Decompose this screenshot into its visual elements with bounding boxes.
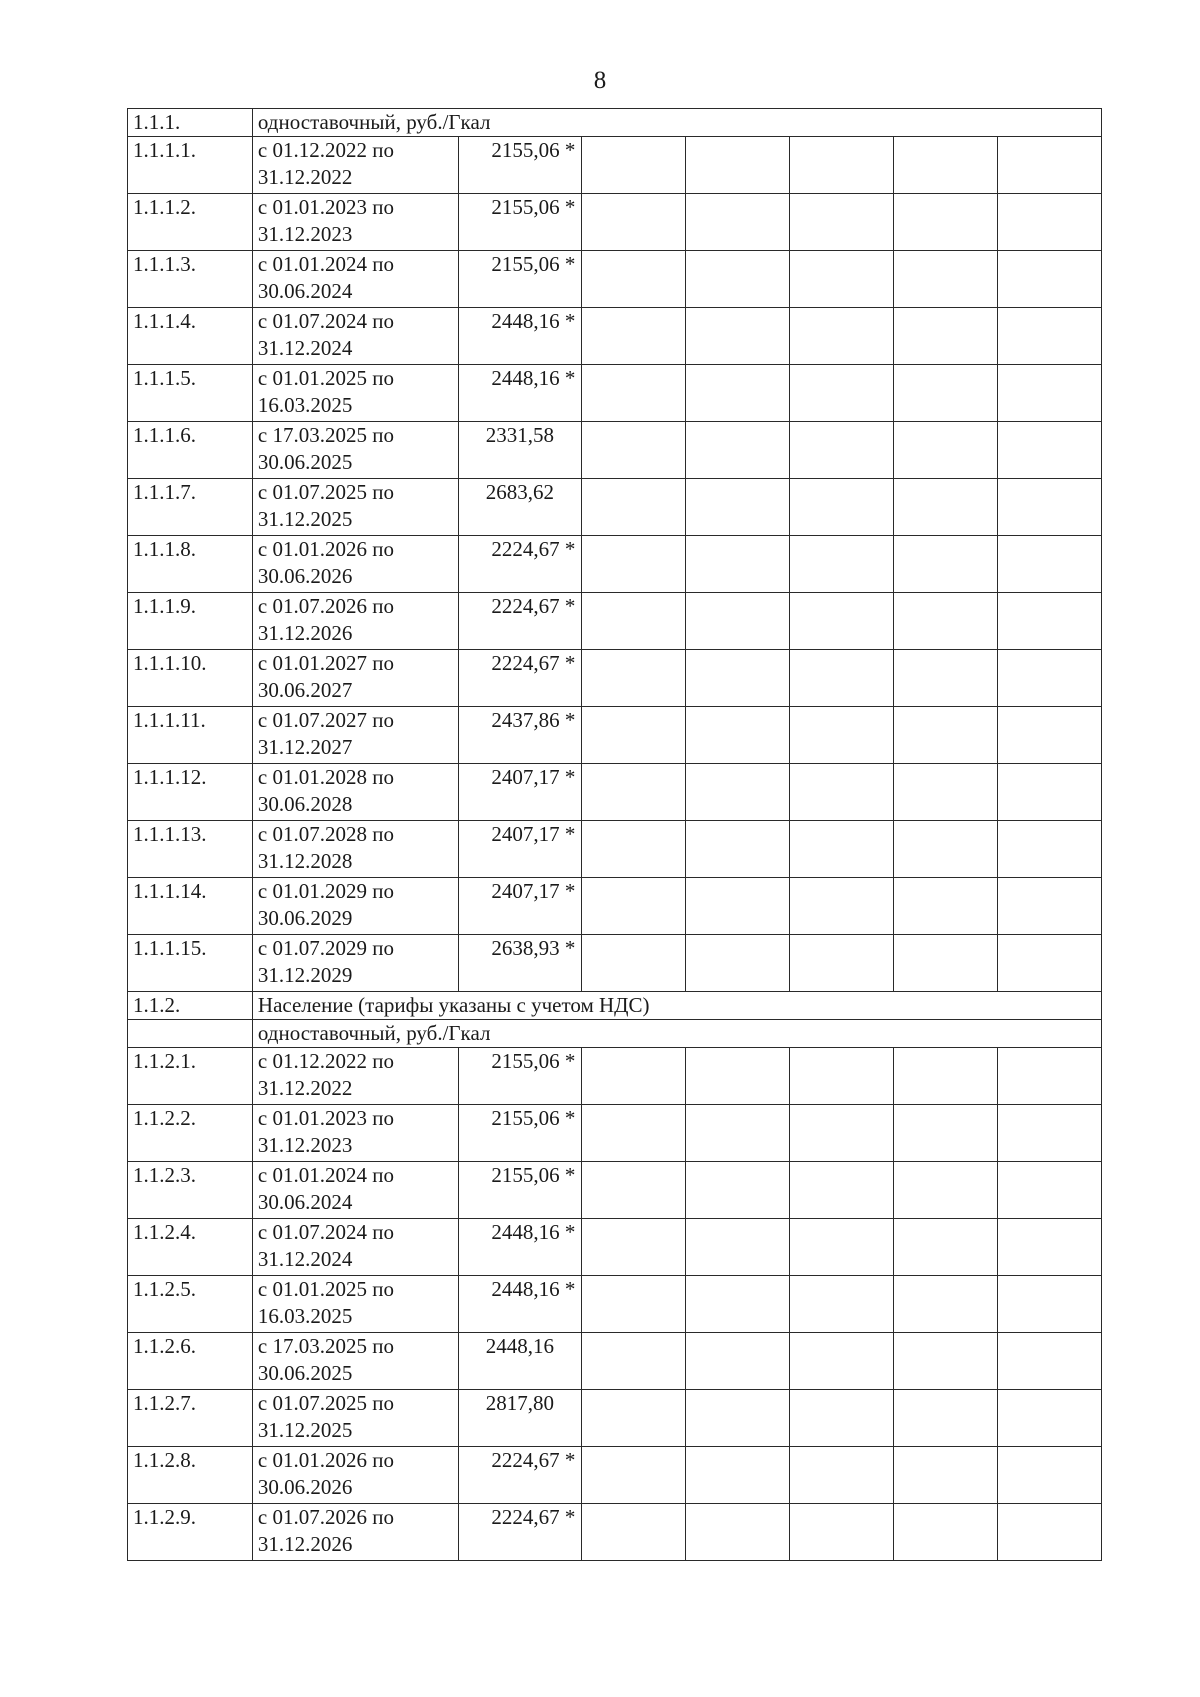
empty-cell xyxy=(894,365,998,422)
empty-cell xyxy=(894,1504,998,1561)
row-number: 1.1.2.7. xyxy=(128,1390,253,1447)
table-row xyxy=(128,707,1102,764)
row-number: 1.1.1.9. xyxy=(128,593,253,650)
period-end: 16.03.2025 xyxy=(257,1304,353,1328)
period-start: с 01.12.2022 по xyxy=(257,1049,394,1073)
table-row xyxy=(128,536,1102,593)
tariff-value: 2448,16 * xyxy=(458,1276,582,1333)
empty-cell xyxy=(997,1105,1101,1162)
row-number: 1.1.1.4. xyxy=(128,308,253,365)
empty-cell xyxy=(997,821,1101,878)
empty-cell xyxy=(790,1105,894,1162)
empty-cell xyxy=(997,479,1101,536)
period-start: с 01.01.2023 по xyxy=(257,1106,394,1130)
period-cell xyxy=(252,1105,458,1162)
empty-cell xyxy=(686,1048,790,1105)
empty-cell xyxy=(997,1447,1101,1504)
table-row xyxy=(128,1447,1102,1504)
empty-cell xyxy=(790,1390,894,1447)
period-end: 31.12.2025 xyxy=(257,507,353,531)
empty-cell xyxy=(894,1447,998,1504)
empty-cell xyxy=(582,1162,686,1219)
period-cell xyxy=(252,935,458,992)
empty-cell xyxy=(790,1276,894,1333)
table-row xyxy=(128,1219,1102,1276)
period-cell xyxy=(252,878,458,935)
period-start: с 01.07.2025 по xyxy=(257,1391,394,1415)
empty-cell xyxy=(997,1162,1101,1219)
table-row xyxy=(128,935,1102,992)
table-row xyxy=(128,1048,1102,1105)
empty-cell xyxy=(894,707,998,764)
row-number: 1.1.1.12. xyxy=(128,764,253,821)
row-number: 1.1.2.2. xyxy=(128,1105,253,1162)
empty-cell xyxy=(894,1048,998,1105)
period-cell xyxy=(252,1504,458,1561)
tariff-value: 2155,06 * xyxy=(458,251,582,308)
period-start: с 01.07.2027 по xyxy=(257,708,394,732)
period-cell xyxy=(252,422,458,479)
row-number: 1.1.1.8. xyxy=(128,536,253,593)
tariff-value: 2407,17 * xyxy=(458,821,582,878)
period-end: 30.06.2026 xyxy=(257,564,353,588)
period-start: с 01.12.2022 по xyxy=(257,138,394,162)
row-number: 1.1.1.13. xyxy=(128,821,253,878)
section-number: 1.1.2. xyxy=(128,992,253,1020)
tariff-value: 2638,93 * xyxy=(458,935,582,992)
period-cell xyxy=(252,536,458,593)
empty-cell xyxy=(582,251,686,308)
tariff-value: 2448,16 xyxy=(458,1333,582,1390)
empty-cell xyxy=(894,536,998,593)
empty-cell xyxy=(790,878,894,935)
period-end: 31.12.2023 xyxy=(257,1133,353,1157)
empty-cell xyxy=(894,593,998,650)
empty-cell xyxy=(894,1105,998,1162)
empty-cell xyxy=(582,707,686,764)
empty-cell xyxy=(582,308,686,365)
tariff-value: 2437,86 * xyxy=(458,707,582,764)
tariff-value: 2407,17 * xyxy=(458,764,582,821)
period-end: 30.06.2024 xyxy=(257,1190,353,1214)
period-start: с 01.01.2026 по xyxy=(257,1448,394,1472)
table-row xyxy=(128,650,1102,707)
page-number: 8 xyxy=(593,67,607,94)
empty-cell xyxy=(790,707,894,764)
tariff-value: 2155,06 * xyxy=(458,137,582,194)
period-end: 30.06.2029 xyxy=(257,906,353,930)
section-number: 1.1.1. xyxy=(128,109,253,137)
tariff-value: 2155,06 * xyxy=(458,1105,582,1162)
empty-cell xyxy=(582,1276,686,1333)
empty-cell xyxy=(686,422,790,479)
tariff-value: 2224,67 * xyxy=(458,1447,582,1504)
row-number: 1.1.1.7. xyxy=(128,479,253,536)
period-end: 30.06.2026 xyxy=(257,1475,353,1499)
table-row xyxy=(128,593,1102,650)
empty-cell xyxy=(686,764,790,821)
period-cell xyxy=(252,1276,458,1333)
section-header-row xyxy=(128,992,1102,1020)
period-end: 31.12.2023 xyxy=(257,222,353,246)
period-end: 31.12.2022 xyxy=(257,1076,353,1100)
empty-cell xyxy=(686,1276,790,1333)
empty-cell xyxy=(686,878,790,935)
period-end: 31.12.2026 xyxy=(257,621,353,645)
tariff-value: 2155,06 * xyxy=(458,1162,582,1219)
empty-cell xyxy=(790,137,894,194)
empty-cell xyxy=(894,650,998,707)
period-start: с 01.07.2024 по xyxy=(257,309,394,333)
tariff-value: 2331,58 xyxy=(458,422,582,479)
empty-cell xyxy=(997,365,1101,422)
empty-cell xyxy=(894,479,998,536)
empty-cell xyxy=(894,821,998,878)
empty-cell xyxy=(686,593,790,650)
tariff-value: 2224,67 * xyxy=(458,650,582,707)
empty-cell xyxy=(582,1048,686,1105)
empty-cell xyxy=(686,650,790,707)
empty-cell xyxy=(894,422,998,479)
empty-cell xyxy=(997,764,1101,821)
empty-cell xyxy=(997,593,1101,650)
table-row xyxy=(128,764,1102,821)
period-cell xyxy=(252,593,458,650)
empty-cell xyxy=(790,1447,894,1504)
period-end: 30.06.2025 xyxy=(257,450,353,474)
period-cell xyxy=(252,764,458,821)
tariff-table xyxy=(127,108,1102,1561)
row-number: 1.1.1.14. xyxy=(128,878,253,935)
empty-cell xyxy=(790,1219,894,1276)
section-header-row xyxy=(128,109,1102,137)
empty-cell xyxy=(582,479,686,536)
empty-cell xyxy=(582,1504,686,1561)
empty-cell xyxy=(582,1390,686,1447)
empty-cell xyxy=(997,935,1101,992)
period-start: с 01.07.2025 по xyxy=(257,480,394,504)
empty-cell xyxy=(790,1504,894,1561)
period-cell xyxy=(252,194,458,251)
period-cell xyxy=(252,1048,458,1105)
row-number: 1.1.2.6. xyxy=(128,1333,253,1390)
empty-cell xyxy=(790,1333,894,1390)
empty-cell xyxy=(686,1504,790,1561)
row-number: 1.1.2.1. xyxy=(128,1048,253,1105)
empty-cell xyxy=(997,536,1101,593)
period-end: 30.06.2028 xyxy=(257,792,353,816)
empty-cell xyxy=(790,764,894,821)
row-number: 1.1.1.10. xyxy=(128,650,253,707)
table-row xyxy=(128,1276,1102,1333)
tariff-value: 2155,06 * xyxy=(458,1048,582,1105)
period-start: с 01.01.2024 по xyxy=(257,1163,394,1187)
table-row xyxy=(128,137,1102,194)
row-number: 1.1.1.15. xyxy=(128,935,253,992)
period-cell xyxy=(252,650,458,707)
section-number xyxy=(128,1020,253,1048)
empty-cell xyxy=(686,1105,790,1162)
period-start: с 01.01.2023 по xyxy=(257,195,394,219)
empty-cell xyxy=(894,194,998,251)
tariff-value: 2817,80 xyxy=(458,1390,582,1447)
empty-cell xyxy=(686,1333,790,1390)
period-end: 31.12.2024 xyxy=(257,1247,353,1271)
empty-cell xyxy=(686,194,790,251)
empty-cell xyxy=(790,1048,894,1105)
empty-cell xyxy=(790,935,894,992)
empty-cell xyxy=(582,1333,686,1390)
table-row xyxy=(128,1333,1102,1390)
empty-cell xyxy=(686,1219,790,1276)
row-number: 1.1.1.2. xyxy=(128,194,253,251)
period-start: с 01.07.2024 по xyxy=(257,1220,394,1244)
empty-cell xyxy=(686,935,790,992)
empty-cell xyxy=(997,878,1101,935)
period-start: с 01.01.2024 по xyxy=(257,252,394,276)
period-end: 31.12.2029 xyxy=(257,963,353,987)
empty-cell xyxy=(997,1276,1101,1333)
empty-cell xyxy=(997,1333,1101,1390)
tariff-value: 2407,17 * xyxy=(458,878,582,935)
period-cell xyxy=(252,251,458,308)
empty-cell xyxy=(894,137,998,194)
period-start: с 01.01.2026 по xyxy=(257,537,394,561)
table-row xyxy=(128,251,1102,308)
period-cell xyxy=(252,1447,458,1504)
empty-cell xyxy=(894,1390,998,1447)
empty-cell xyxy=(790,251,894,308)
table-row xyxy=(128,194,1102,251)
empty-cell xyxy=(894,1333,998,1390)
empty-cell xyxy=(894,878,998,935)
period-start: с 01.01.2027 по xyxy=(257,651,394,675)
empty-cell xyxy=(582,1105,686,1162)
empty-cell xyxy=(894,764,998,821)
row-number: 1.1.1.1. xyxy=(128,137,253,194)
empty-cell xyxy=(686,536,790,593)
tariff-table-body xyxy=(128,109,1102,1561)
section-title: одноставочный, руб./Гкал xyxy=(252,1020,1101,1048)
table-row xyxy=(128,878,1102,935)
period-end: 31.12.2028 xyxy=(257,849,353,873)
row-number: 1.1.2.9. xyxy=(128,1504,253,1561)
empty-cell xyxy=(582,935,686,992)
row-number: 1.1.2.3. xyxy=(128,1162,253,1219)
tariff-value: 2448,16 * xyxy=(458,365,582,422)
empty-cell xyxy=(790,650,894,707)
table-row xyxy=(128,1105,1102,1162)
empty-cell xyxy=(582,365,686,422)
period-cell xyxy=(252,1390,458,1447)
tariff-value: 2448,16 * xyxy=(458,1219,582,1276)
period-end: 31.12.2022 xyxy=(257,165,353,189)
empty-cell xyxy=(894,251,998,308)
row-number: 1.1.2.8. xyxy=(128,1447,253,1504)
empty-cell xyxy=(582,422,686,479)
empty-cell xyxy=(894,935,998,992)
empty-cell xyxy=(997,1048,1101,1105)
period-start: с 01.07.2026 по xyxy=(257,594,394,618)
section-title: одноставочный, руб./Гкал xyxy=(252,109,1101,137)
period-end: 30.06.2027 xyxy=(257,678,353,702)
empty-cell xyxy=(790,536,894,593)
period-end: 30.06.2025 xyxy=(257,1361,353,1385)
table-row xyxy=(128,1504,1102,1561)
empty-cell xyxy=(894,1276,998,1333)
tariff-value: 2224,67 * xyxy=(458,536,582,593)
empty-cell xyxy=(790,365,894,422)
period-end: 16.03.2025 xyxy=(257,393,353,417)
empty-cell xyxy=(686,821,790,878)
section-header-row xyxy=(128,1020,1102,1048)
empty-cell xyxy=(582,764,686,821)
empty-cell xyxy=(686,707,790,764)
empty-cell xyxy=(582,194,686,251)
empty-cell xyxy=(894,308,998,365)
period-cell xyxy=(252,479,458,536)
empty-cell xyxy=(582,137,686,194)
period-end: 31.12.2027 xyxy=(257,735,353,759)
empty-cell xyxy=(790,422,894,479)
period-cell xyxy=(252,707,458,764)
period-cell xyxy=(252,1219,458,1276)
empty-cell xyxy=(997,137,1101,194)
empty-cell xyxy=(686,479,790,536)
period-cell xyxy=(252,821,458,878)
empty-cell xyxy=(582,1447,686,1504)
period-start: с 01.01.2029 по xyxy=(257,879,394,903)
empty-cell xyxy=(686,1162,790,1219)
tariff-value: 2448,16 * xyxy=(458,308,582,365)
empty-cell xyxy=(686,137,790,194)
empty-cell xyxy=(997,1504,1101,1561)
empty-cell xyxy=(790,479,894,536)
period-end: 30.06.2024 xyxy=(257,279,353,303)
row-number: 1.1.1.6. xyxy=(128,422,253,479)
empty-cell xyxy=(582,650,686,707)
empty-cell xyxy=(790,821,894,878)
empty-cell xyxy=(582,878,686,935)
tariff-value: 2155,06 * xyxy=(458,194,582,251)
period-start: с 01.07.2028 по xyxy=(257,822,394,846)
empty-cell xyxy=(997,650,1101,707)
period-start: с 01.07.2026 по xyxy=(257,1505,394,1529)
period-cell xyxy=(252,365,458,422)
table-row xyxy=(128,479,1102,536)
period-end: 31.12.2026 xyxy=(257,1532,353,1556)
empty-cell xyxy=(790,1162,894,1219)
empty-cell xyxy=(997,308,1101,365)
table-row xyxy=(128,308,1102,365)
tariff-value: 2224,67 * xyxy=(458,1504,582,1561)
tariff-value: 2224,67 * xyxy=(458,593,582,650)
period-start: с 17.03.2025 по xyxy=(257,423,394,447)
period-cell xyxy=(252,1333,458,1390)
row-number: 1.1.1.5. xyxy=(128,365,253,422)
empty-cell xyxy=(686,365,790,422)
empty-cell xyxy=(686,1390,790,1447)
empty-cell xyxy=(997,1219,1101,1276)
table-row xyxy=(128,365,1102,422)
table-row xyxy=(128,821,1102,878)
row-number: 1.1.2.4. xyxy=(128,1219,253,1276)
table-row xyxy=(128,422,1102,479)
empty-cell xyxy=(582,536,686,593)
empty-cell xyxy=(997,422,1101,479)
empty-cell xyxy=(582,821,686,878)
empty-cell xyxy=(894,1162,998,1219)
empty-cell xyxy=(686,1447,790,1504)
row-number: 1.1.2.5. xyxy=(128,1276,253,1333)
table-row xyxy=(128,1162,1102,1219)
table-row xyxy=(128,1390,1102,1447)
empty-cell xyxy=(686,308,790,365)
period-end: 31.12.2025 xyxy=(257,1418,353,1442)
empty-cell xyxy=(997,251,1101,308)
empty-cell xyxy=(582,1219,686,1276)
empty-cell xyxy=(790,593,894,650)
period-start: с 17.03.2025 по xyxy=(257,1334,394,1358)
empty-cell xyxy=(582,593,686,650)
empty-cell xyxy=(997,1390,1101,1447)
period-end: 31.12.2024 xyxy=(257,336,353,360)
empty-cell xyxy=(894,1219,998,1276)
period-start: с 01.01.2028 по xyxy=(257,765,394,789)
section-title: Население (тарифы указаны с учетом НДС) xyxy=(252,992,1101,1020)
tariff-value: 2683,62 xyxy=(458,479,582,536)
period-cell xyxy=(252,308,458,365)
period-cell xyxy=(252,137,458,194)
empty-cell xyxy=(790,308,894,365)
row-number: 1.1.1.3. xyxy=(128,251,253,308)
empty-cell xyxy=(686,251,790,308)
period-start: с 01.01.2025 по xyxy=(257,366,394,390)
period-start: с 01.07.2029 по xyxy=(257,936,394,960)
empty-cell xyxy=(790,194,894,251)
row-number: 1.1.1.11. xyxy=(128,707,253,764)
period-start: с 01.01.2025 по xyxy=(257,1277,394,1301)
period-cell xyxy=(252,1162,458,1219)
empty-cell xyxy=(997,194,1101,251)
empty-cell xyxy=(997,707,1101,764)
